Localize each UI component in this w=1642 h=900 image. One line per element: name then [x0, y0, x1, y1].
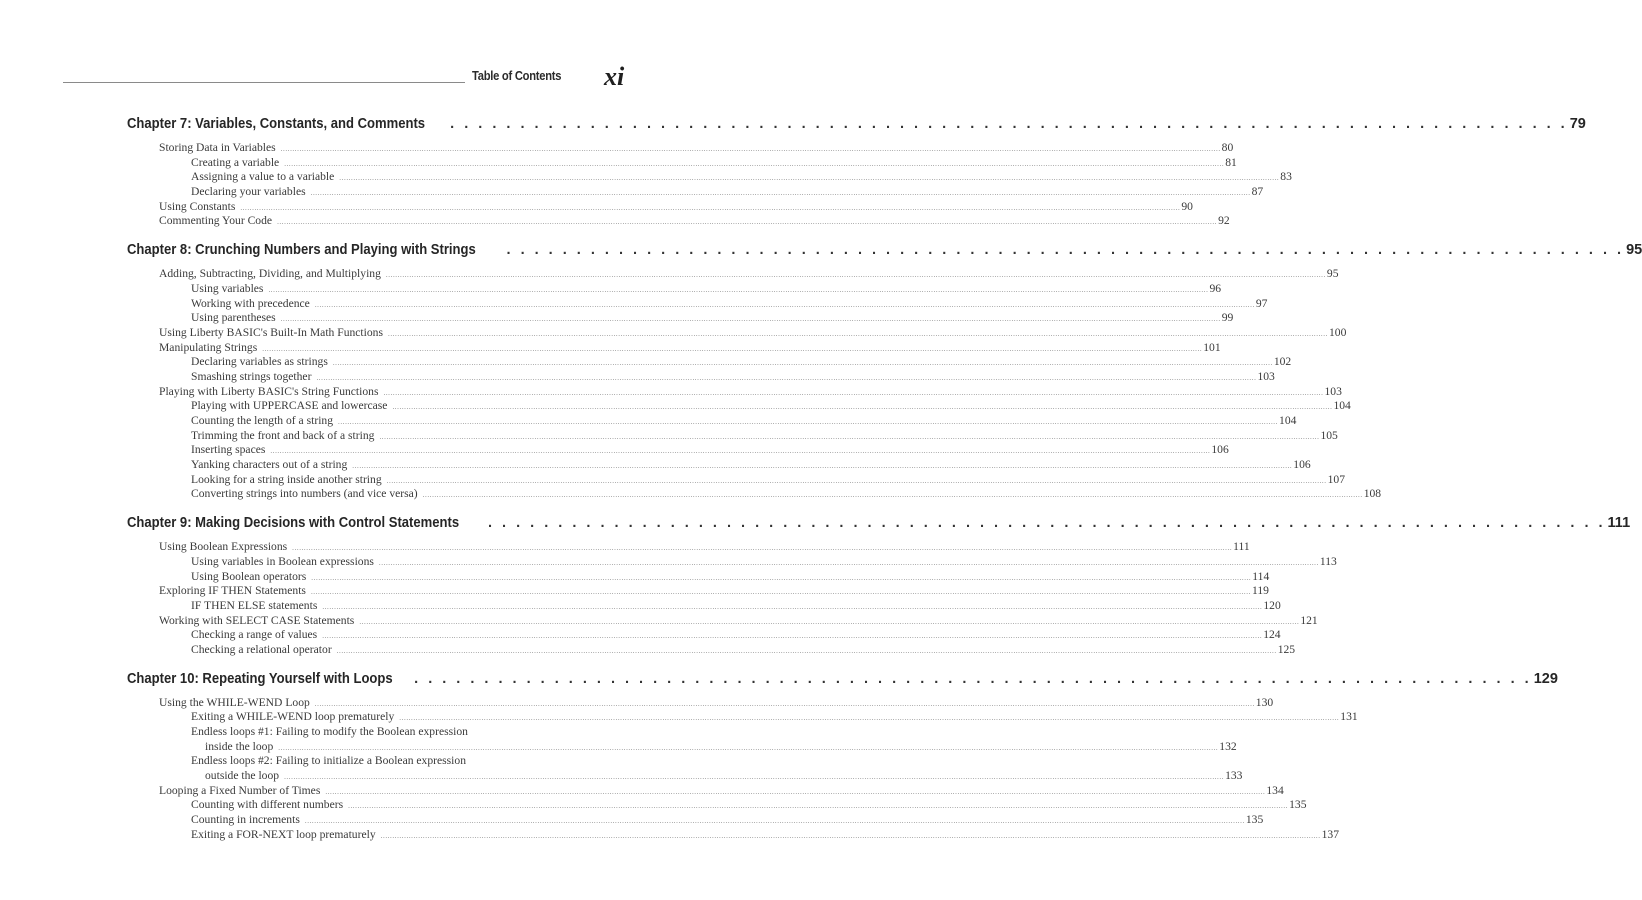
dot-leader: ................................................................................................................................................................................................................................................................................................................................................................................................................: [379, 432, 1320, 441]
subsection-entry[interactable]: [127, 472, 1346, 488]
dot-leader: ................................................................................................................................................................................................................................................................................................................................................................................................................: [392, 403, 1333, 412]
subsection-entry[interactable]: [127, 827, 1340, 843]
subsection-entry[interactable]: [127, 487, 1382, 502]
dot-leader: ................................................................................................................................................................................................................................................................................................................................................................................................................: [284, 159, 1225, 168]
entry-page-number: 87: [1251, 185, 1264, 199]
dot-leader: ................................................................................................................................................................................................................................................................................................................................................................................................................: [280, 145, 1221, 153]
subsection-entry[interactable]: [127, 754, 579, 769]
entry-title: Using the WHILE-WEND Loop: [159, 695, 310, 709]
entry-page-number: 107: [1327, 472, 1346, 486]
entry-title: Using parentheses: [191, 311, 276, 325]
section-entry[interactable]: [127, 783, 1284, 799]
chapter-title: Chapter 8: Crunching Numbers and Playing with Strings: [127, 242, 476, 259]
header-rule: [63, 82, 465, 83]
entry-title: Endless loops #1: Failing to modify the Boolean expression: [191, 725, 468, 738]
chapter-heading[interactable]: [127, 242, 1642, 262]
chapter-heading[interactable]: [127, 116, 1586, 136]
entry-title: outside the loop: [205, 769, 280, 783]
entry-title: Using Boolean operators: [191, 569, 307, 583]
dot-leader: ................................................................................................................................................................................................................................................................................................................................................................................................................: [277, 218, 1218, 227]
entry-title: Using Liberty BASIC's Built-In Math Functions: [159, 325, 383, 339]
entry-title: Checking a range of values: [191, 628, 318, 642]
section-entry[interactable]: [127, 141, 1234, 156]
entry-page-number: 131: [1340, 710, 1358, 724]
entry-page-number: 104: [1333, 399, 1351, 413]
entry-page-number: 103: [1257, 369, 1275, 383]
entry-title: Using Boolean Expressions: [159, 540, 288, 554]
subsection-entry[interactable]: [127, 710, 1358, 725]
entry-title: Creating a variable: [191, 155, 280, 169]
entry-page-number: 133: [1225, 769, 1243, 783]
entry-title: Converting strings into numbers (and vice versa): [191, 487, 418, 501]
entry-title: Endless loops #2: Failing to initialize a Boolean expression: [191, 754, 466, 768]
entry-page-number: 100: [1328, 325, 1347, 339]
dot-leader: ................................................................................................................................................................................................................................................................................................................................................................................................................: [262, 344, 1203, 353]
dot-leader: ................................................................................................................................................................................................................................................................................................................................................................................................................: [348, 802, 1289, 811]
dot-leader: ................................................................................................................................................................................................................................................................................................................................................................................................................: [359, 617, 1300, 626]
dot-leader: ................................................................................................................................................................................................................................................................................................................................................................................................................: [386, 476, 1327, 485]
subsection-entry[interactable]: [127, 355, 1292, 370]
subsection-entry[interactable]: [127, 725, 579, 740]
entry-page-number: 99: [1221, 311, 1234, 325]
entry-page-number: 119: [1251, 584, 1269, 598]
running-head: Table of Contents: [472, 68, 562, 83]
subsection-entry[interactable]: [127, 569, 1270, 585]
section-entry[interactable]: [127, 584, 1269, 599]
entry-continuation[interactable]: [127, 769, 1243, 784]
chapter-page-number: 111: [1607, 515, 1631, 532]
dot-leader: ................................................................................................................................................................................................................................................................................................................................................................................................................: [284, 773, 1225, 782]
section-entry[interactable]: [127, 613, 1318, 629]
dot-leader: ................................................................................................................................................................................................................................................................................................................................................................................................................: [352, 462, 1293, 471]
chapter-title: Chapter 7: Variables, Constants, and Comments: [127, 116, 426, 132]
dot-leader: ................................................................................................................................................................................................................................................................................................................................................................................................................: [270, 447, 1211, 456]
entry-title: Playing with Liberty BASIC's String Functions: [159, 384, 379, 398]
section-entry[interactable]: [127, 340, 1221, 356]
entry-title: Exiting a FOR-NEXT loop prematurely: [191, 827, 376, 841]
dot-leader: . . . . . . . . . . . . . . . . . . . . . . . . . . . . . . . . . . . . . . . . . . . . . . . . . . . . . . . . . . . . . . . . . . . . . . . . . . . . . . . .: [488, 515, 1606, 532]
dot-leader: ................................................................................................................................................................................................................................................................................................................................................................................................................: [332, 359, 1273, 368]
entry-page-number: 111: [1233, 540, 1250, 554]
entry-page-number: 113: [1319, 554, 1337, 568]
entry-page-number: 108: [1363, 487, 1382, 501]
entry-page-number: 130: [1255, 695, 1274, 709]
entry-page-number: 137: [1321, 827, 1340, 841]
entry-title: Using variables in Boolean expressions: [191, 554, 374, 568]
entry-title: Adding, Subtracting, Dividing, and Multiplying: [159, 267, 381, 281]
entry-title: Storing Data in Variables: [159, 141, 276, 154]
entry-page-number: 132: [1219, 739, 1237, 753]
entry-title: Counting the length of a string: [191, 414, 334, 427]
chapter-title: Chapter 9: Making Decisions with Control Statements: [127, 515, 460, 532]
subsection-entry[interactable]: [127, 598, 1281, 614]
subsection-entry[interactable]: [127, 443, 1229, 458]
subsection-entry[interactable]: [127, 170, 1292, 185]
subsection-entry[interactable]: [127, 458, 1311, 473]
subsection-entry[interactable]: [127, 628, 1281, 643]
dot-leader: ................................................................................................................................................................................................................................................................................................................................................................................................................: [316, 373, 1257, 382]
entry-title: Exiting a WHILE-WEND loop prematurely: [191, 710, 395, 724]
chapter-page-number: 95: [1626, 242, 1642, 259]
subsection-entry[interactable]: [127, 296, 1268, 312]
entry-page-number: 105: [1320, 428, 1338, 442]
entry-title: Working with precedence: [191, 296, 310, 310]
entry-page-number: 106: [1293, 458, 1311, 472]
entry-page-number: 135: [1289, 798, 1307, 812]
entry-title: Yanking characters out of a string: [191, 458, 348, 472]
entry-title: Smashing strings together: [191, 369, 312, 383]
entry-title: Exploring IF THEN Statements: [159, 584, 306, 598]
dot-leader: ................................................................................................................................................................................................................................................................................................................................................................................................................: [336, 646, 1277, 655]
dot-leader: ................................................................................................................................................................................................................................................................................................................................................................................................................: [278, 743, 1219, 752]
entry-title: Looping a Fixed Number of Times: [159, 783, 321, 797]
dot-leader: ................................................................................................................................................................................................................................................................................................................................................................................................................: [292, 544, 1233, 553]
section-entry[interactable]: [127, 325, 1347, 341]
dot-leader: . . . . . . . . . . . . . . . . . . . . . . . . . . . . . . . . . . . . . . . . . . . . . . . . . . . . . . . . . . . . . . . . . . . . . . . . . . . . . . . .: [450, 116, 1568, 132]
dot-leader: ................................................................................................................................................................................................................................................................................................................................................................................................................: [240, 203, 1181, 212]
entry-title: Counting with different numbers: [191, 798, 344, 812]
entry-page-number: 134: [1266, 783, 1284, 797]
subsection-entry[interactable]: [127, 185, 1264, 200]
subsection-entry[interactable]: [127, 399, 1351, 414]
dot-leader: ................................................................................................................................................................................................................................................................................................................................................................................................................: [268, 285, 1209, 294]
entry-title: inside the loop: [205, 739, 274, 753]
entry-title: Assigning a value to a variable: [191, 170, 335, 184]
entry-title: Using Constants: [159, 199, 236, 213]
chapter-page-number: 79: [1569, 116, 1586, 132]
dot-leader: ................................................................................................................................................................................................................................................................................................................................................................................................................: [378, 558, 1319, 567]
dot-leader: ................................................................................................................................................................................................................................................................................................................................................................................................................: [338, 418, 1279, 426]
entry-page-number: 124: [1263, 628, 1281, 642]
subsection-entry[interactable]: [127, 813, 1264, 828]
dot-leader: . . . . . . . . . . . . . . . . . . . . . . . . . . . . . . . . . . . . . . . . . . . . . . . . . . . . . . . . . . . . . . . . . . . . . . . . . . . . . . . .: [506, 242, 1625, 259]
dot-leader: ................................................................................................................................................................................................................................................................................................................................................................................................................: [339, 174, 1280, 183]
entry-page-number: 103: [1324, 384, 1342, 398]
chapter-heading[interactable]: [127, 670, 1558, 691]
entry-title: Trimming the front and back of a string: [191, 428, 375, 442]
entry-page-number: 81: [1225, 155, 1237, 169]
chapter-page-number: 129: [1533, 670, 1558, 687]
dot-leader: ................................................................................................................................................................................................................................................................................................................................................................................................................: [322, 632, 1263, 641]
entry-page-number: 125: [1277, 642, 1296, 656]
section-entry[interactable]: [127, 199, 1193, 215]
dot-leader: ................................................................................................................................................................................................................................................................................................................................................................................................................: [280, 315, 1221, 324]
entry-title: Inserting spaces: [191, 443, 266, 457]
subsection-entry[interactable]: [127, 311, 1234, 326]
entry-page-number: 90: [1181, 199, 1193, 213]
entry-page-number: 92: [1218, 214, 1230, 228]
entry-title: Manipulating Strings: [159, 340, 258, 354]
page-number: xi: [604, 62, 625, 91]
dot-leader: ................................................................................................................................................................................................................................................................................................................................................................................................................: [383, 388, 1324, 397]
subsection-entry[interactable]: [127, 414, 1297, 429]
entry-title: IF THEN ELSE statements: [191, 598, 318, 612]
dot-leader: ................................................................................................................................................................................................................................................................................................................................................................................................................: [314, 300, 1255, 309]
entry-page-number: 120: [1263, 598, 1281, 612]
subsection-entry[interactable]: [127, 642, 1296, 658]
dot-leader: ................................................................................................................................................................................................................................................................................................................................................................................................................: [310, 588, 1251, 597]
entry-page-number: 95: [1326, 267, 1339, 281]
dot-leader: ................................................................................................................................................................................................................................................................................................................................................................................................................: [311, 573, 1252, 582]
dot-leader: ................................................................................................................................................................................................................................................................................................................................................................................................................: [322, 602, 1263, 611]
entry-title: Using variables: [191, 281, 264, 295]
dot-leader: ................................................................................................................................................................................................................................................................................................................................................................................................................: [422, 491, 1363, 500]
entry-page-number: 135: [1245, 813, 1264, 827]
subsection-entry[interactable]: [127, 369, 1275, 385]
entry-page-number: 114: [1252, 569, 1270, 583]
section-entry[interactable]: [127, 214, 1230, 229]
dot-leader: ................................................................................................................................................................................................................................................................................................................................................................................................................: [380, 831, 1321, 840]
entry-title: Working with SELECT CASE Statements: [159, 613, 355, 627]
table-of-contents: [127, 116, 1642, 843]
dot-leader: . . . . . . . . . . . . . . . . . . . . . . . . . . . . . . . . . . . . . . . . . . . . . . . . . . . . . . . . . . . . . . . . . . . . . . . . . . . . . . . .: [414, 670, 1532, 687]
subsection-entry[interactable]: [127, 554, 1337, 570]
chapter-heading[interactable]: [127, 515, 1631, 535]
entry-page-number: 80: [1221, 141, 1234, 154]
subsection-entry[interactable]: [127, 155, 1237, 171]
subsection-entry[interactable]: [127, 798, 1307, 813]
section-entry[interactable]: [127, 384, 1342, 400]
section-entry[interactable]: [127, 540, 1250, 555]
dot-leader: ................................................................................................................................................................................................................................................................................................................................................................................................................: [325, 787, 1266, 796]
entry-title: Playing with UPPERCASE and lowercase: [191, 399, 388, 413]
dot-leader: ................................................................................................................................................................................................................................................................................................................................................................................................................: [387, 329, 1328, 338]
subsection-entry[interactable]: [127, 428, 1338, 444]
entry-page-number: 104: [1279, 414, 1297, 427]
entry-title: Declaring your variables: [191, 185, 306, 199]
entry-title: Checking a relational operator: [191, 642, 332, 656]
subsection-entry[interactable]: [127, 281, 1222, 297]
dot-leader: ................................................................................................................................................................................................................................................................................................................................................................................................................: [310, 189, 1251, 198]
entry-title: Counting in increments: [191, 813, 300, 827]
entry-page-number: 83: [1280, 170, 1292, 184]
section-entry[interactable]: [127, 267, 1339, 282]
chapter-title: Chapter 10: Repeating Yourself with Loops: [127, 670, 393, 687]
entry-page-number: 106: [1211, 443, 1229, 457]
entry-title: Commenting Your Code: [159, 214, 273, 228]
entry-continuation[interactable]: [127, 739, 1237, 755]
entry-page-number: 96: [1209, 281, 1222, 295]
dot-leader: ................................................................................................................................................................................................................................................................................................................................................................................................................: [385, 271, 1326, 280]
dot-leader: ................................................................................................................................................................................................................................................................................................................................................................................................................: [399, 714, 1340, 723]
dot-leader: ................................................................................................................................................................................................................................................................................................................................................................................................................: [304, 817, 1245, 826]
entry-page-number: 97: [1255, 296, 1268, 310]
entry-page-number: 121: [1300, 613, 1318, 627]
entry-title: Looking for a string inside another string: [191, 472, 382, 486]
entry-page-number: 101: [1203, 340, 1221, 354]
entry-title: Declaring variables as strings: [191, 355, 328, 369]
section-entry[interactable]: [127, 695, 1274, 711]
dot-leader: ................................................................................................................................................................................................................................................................................................................................................................................................................: [314, 699, 1255, 708]
entry-page-number: 102: [1273, 355, 1292, 369]
